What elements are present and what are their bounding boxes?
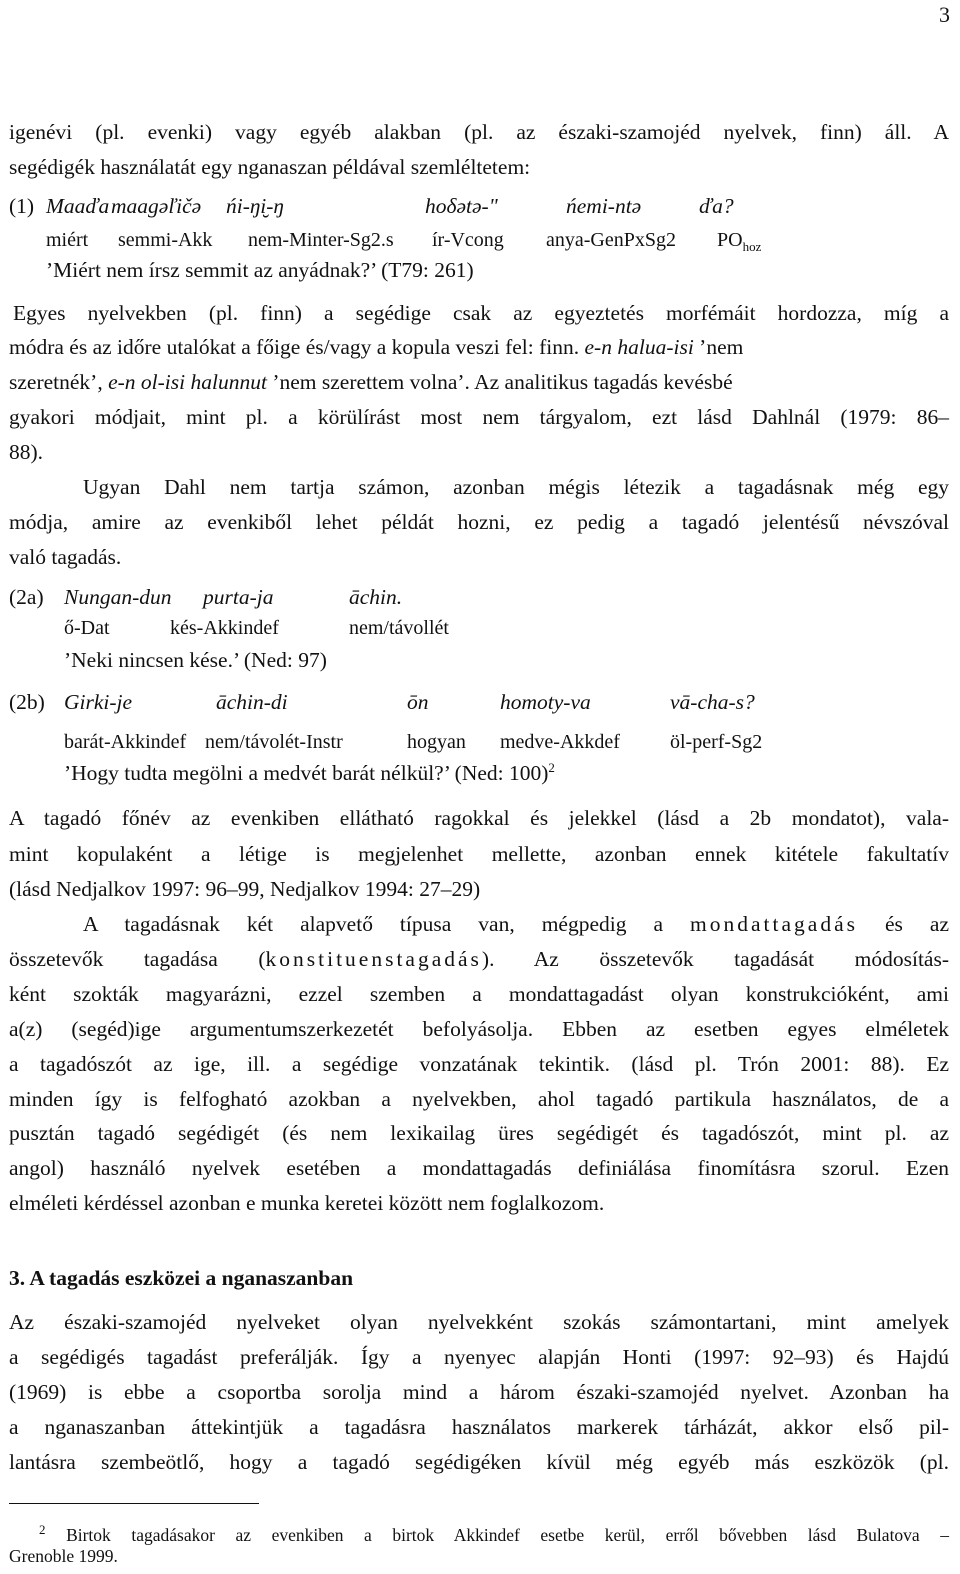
body-line: a nganaszanban áttekintjük a tagadásra használatos markerek tárházát, akkor első pil- [9, 1415, 949, 1439]
body-line: összetevők tagadása (konstituenstagadás). Az összetevők tagadását módosítás- [9, 947, 949, 971]
gloss: $PO_{hoz}$ [717, 229, 762, 254]
example-word: āchin. [349, 585, 403, 609]
example-number: (2b) [9, 690, 45, 714]
example-number: (2a) [9, 585, 44, 609]
example-word: homoty-va [500, 690, 591, 714]
example-word: Nungan-dun [64, 585, 172, 609]
body-line: A tagadásnak két alapvető típusa van, mégpedig a mondattagadás és az [83, 912, 949, 936]
body-line: segédigék használatát egy nganaszan példával szemléltetem: [9, 155, 531, 179]
footnote-divider [9, 1503, 259, 1504]
body-line: ként szokták magyarázni, ezzel szemben a mondattagadást olyan konstrukcióként, ami [9, 982, 949, 1006]
footnote-line: Grenoble 1999. [9, 1546, 118, 1566]
gloss: miért [46, 229, 89, 251]
footnote-number: 2 [39, 1522, 46, 1537]
body-line: (lásd Nedjalkov 1997: 96–99, Nedjalkov 1994: 27–29) [9, 877, 481, 901]
body-line: minden így is felfogható azokban a nyelvekben, ahol tagadó partikula használatos, de a [9, 1087, 949, 1111]
body-line: gyakori módjait, mint pl. a körülírást most nem tárgyalom, ezt lásd Dahlnál (1979: 86– [9, 405, 949, 429]
example-word: vā-cha-s? [670, 690, 755, 714]
gloss: hogyan [407, 731, 466, 753]
example-number: (1) [9, 194, 35, 218]
body-line: szeretnék’, e-n ol-isi halunnut ’nem szerettem volna’. Az analitikus tagadás kevésbé [9, 370, 733, 394]
body-line: a tagadószót az ige, ill. a segédige vonzatának tekintik. (lásd pl. Trón 2001: 88). Ez [9, 1052, 949, 1076]
body-line: igenévi (pl. evenki) vagy egyéb alakban (pl. az északi-szamojéd nyelvek, finn) áll. A [9, 120, 949, 144]
example-word: Girki-je [64, 690, 133, 714]
example-word: maagəľičə [111, 194, 202, 218]
example-word: hoδətə-" [425, 194, 498, 218]
body-line: A tagadó főnév az evenkiben ellátható ragokkal és jelekkel (lásd a 2b mondatot), vala- [9, 806, 949, 830]
gloss: nem/távollét [349, 617, 449, 639]
example-word: āchin-di [216, 690, 288, 714]
footnote-ref[interactable]: 2 [548, 760, 555, 775]
gloss: öl-perf-Sg2 [670, 731, 763, 753]
example-word: Maaďa [46, 194, 110, 218]
term-spaced: mondattagadás [690, 912, 858, 936]
body-line: Az északi-szamojéd nyelveket olyan nyelvekként szokás számontartani, mint amelyek [9, 1310, 949, 1334]
translation: ’Hogy tudta megölni a medvét barát nélkül?’ (Ned: 100)$^2$ [64, 760, 555, 786]
body-line: (1969) is ebbe a csoportba sorolja mind a három északi-szamojéd nyelvet. Azonban ha [9, 1380, 949, 1404]
translation: ’Neki nincsen kése.’ (Ned: 97) [64, 648, 327, 672]
example-word: ďa? [699, 194, 734, 218]
body-line: pusztán tagadó segédigét (és nem lexikailag üres segédigét és tagadószót, mint pl. az [9, 1121, 949, 1145]
body-line: módja, amire az evenkiből lehet példát hozni, ez pedig a tagadó jelentésű névszóval [9, 510, 949, 534]
gloss: ő-Dat [64, 617, 110, 639]
body-line: lantásra szembeötlő, hogy a tagadó segédigéken kívül még egyéb más eszközök (pl. [9, 1450, 949, 1474]
example-word: ōn [407, 690, 429, 714]
body-line: mint kopulaként a létige is megjelenhet mellette, azonban ennek kitétele fakultatív [9, 842, 949, 866]
body-line: angol) használó nyelvek esetében a mondattagadás definiálása finomításra szorul. Ezen [9, 1156, 949, 1180]
section-heading: 3. A tagadás eszközei a nganaszanban [9, 1266, 354, 1290]
example-word: ńemi-ntə [566, 194, 642, 218]
page-number: 3 [939, 2, 950, 27]
body-line: 88). [9, 440, 44, 464]
gloss: medve-Akkdef [500, 731, 620, 753]
body-line: Egyes nyelvekben (pl. finn) a segédige csak az egyeztetés morfémáit hordozza, míg a [13, 301, 949, 325]
gloss: anya-GenPxSg2 [546, 229, 676, 251]
translation: ’Miért nem írsz semmit az anyádnak?’ (T79: 261) [46, 258, 474, 282]
gloss: kés-Akkindef [170, 617, 279, 639]
example-word: ńi-ŋi̮-ŋ [226, 194, 284, 218]
gloss: nem/távolét-Instr [205, 731, 343, 753]
body-line: való tagadás. [9, 545, 122, 569]
term-spaced: konstituenstagadás [265, 947, 482, 971]
body-line: elméleti kérdéssel azonban e munka keretei között nem foglalkozom. [9, 1191, 605, 1215]
body-line: a segédigés tagadást preferálják. Így a nyenyec alapján Honti (1997: 92–93) és Hajdú [9, 1345, 949, 1369]
gloss: barát-Akkindef [64, 731, 187, 753]
gloss: semmi-Akk [118, 229, 213, 251]
example-word: purta-ja [203, 585, 274, 609]
body-line: a(z) (segéd)ige argumentumszerkezetét befolyásolja. Ebben az esetben egyes elméletek [9, 1017, 949, 1041]
gloss: ír-Vcong [432, 229, 504, 251]
footnote-line: $^2$ Birtok tagadásakor az evenkiben a birtok Akkindef esetbe kerül, erről bővebben lásd Bulatova – [39, 1522, 950, 1545]
body-line: Ugyan Dahl nem tartja számon, azonban mégis létezik a tagadásnak még egy [83, 475, 949, 499]
body-line: módra és az időre utalókat a főige és/vagy a kopula veszi fel: finn. e-n halua-isi ’nem [9, 335, 744, 359]
gloss: nem-Minter-Sg2.s [248, 229, 394, 251]
